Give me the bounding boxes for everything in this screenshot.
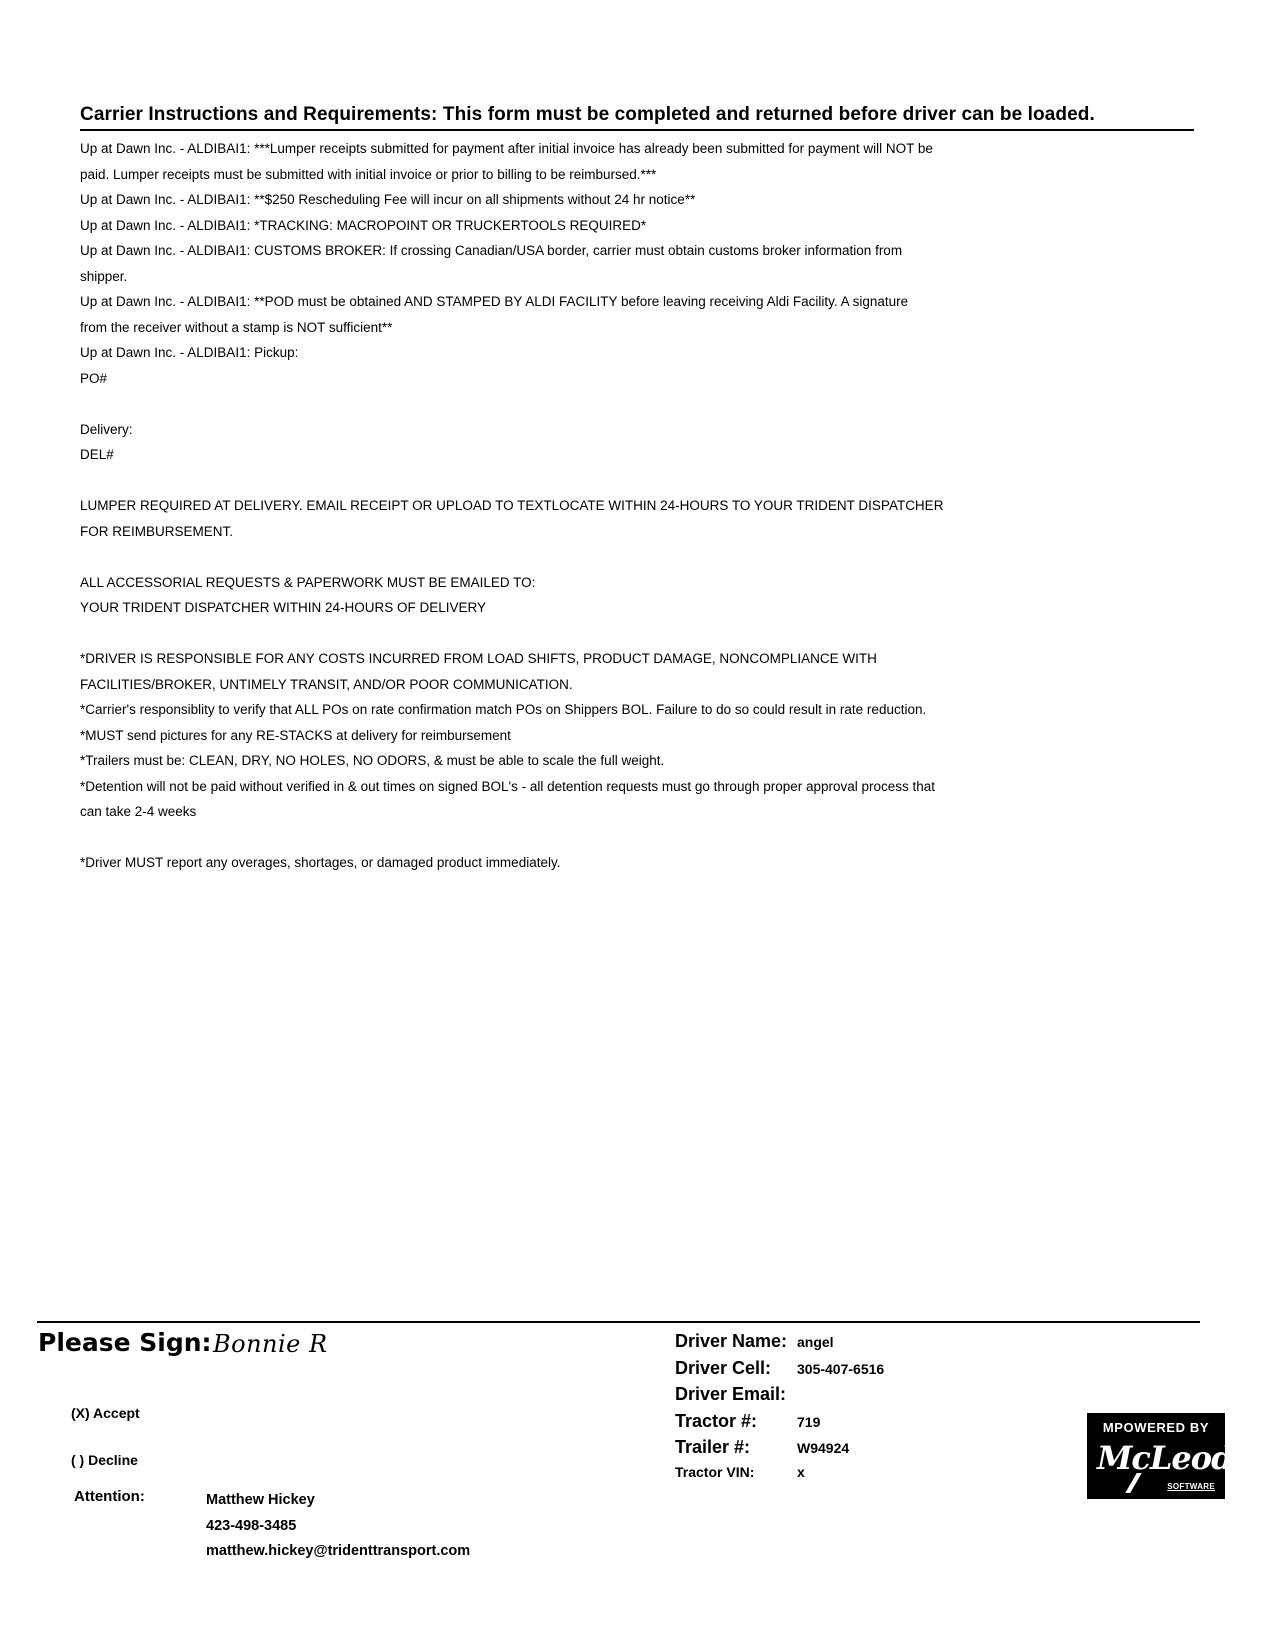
instruction-line: DEL# bbox=[80, 447, 114, 462]
instruction-line: paid. Lumper receipts must be submitted with initial invoice or prior to billing to be reimbursed.*** bbox=[80, 166, 657, 182]
instruction-line: shipper. bbox=[80, 268, 128, 284]
instruction-line bbox=[80, 468, 1200, 494]
logo-subtext: SOFTWARE bbox=[1167, 1482, 1215, 1491]
instruction-line: Up at Dawn Inc. - ALDIBAI1: CUSTOMS BROKER: If crossing Canadian/USA border, carrier must obtain customs broker information from bbox=[80, 243, 903, 258]
driver-cell-value: 305-407-6516 bbox=[797, 1360, 885, 1377]
title-underline bbox=[80, 129, 1194, 131]
instruction-line bbox=[80, 621, 1200, 647]
signature-divider bbox=[37, 1321, 1200, 1323]
instruction-line: YOUR TRIDENT DISPATCHER WITHIN 24-HOURS OF DELIVERY bbox=[80, 600, 487, 615]
tractor-row bbox=[675, 1411, 884, 1438]
driver-info bbox=[675, 1331, 884, 1490]
attention-label: Attention: bbox=[74, 1488, 145, 1505]
driver-email-row bbox=[675, 1384, 884, 1411]
instruction-line: *Carrier's responsiblity to verify that ALL POs on rate confirmation match POs on Shippers BOL. Failure to do so could result in rate reduction. bbox=[80, 702, 927, 717]
instruction-line: *Trailers must be: CLEAN, DRY, NO HOLES, NO ODORS, & must be able to scale the full weight. bbox=[80, 753, 665, 768]
instruction-line: Up at Dawn Inc. - ALDIBAI1: ***Lumper receipts submitted for payment after initial invoice has already been submitted for payment will NOT be bbox=[80, 141, 933, 156]
driver-name-row bbox=[675, 1331, 884, 1358]
instruction-line: FOR REIMBURSEMENT. bbox=[80, 523, 234, 539]
decline-option[interactable]: ( ) Decline bbox=[71, 1452, 138, 1468]
tractor-value: 719 bbox=[797, 1413, 821, 1430]
instructions-block bbox=[80, 136, 1200, 876]
instruction-line: ALL ACCESSORIAL REQUESTS & PAPERWORK MUST BE EMAILED TO: bbox=[80, 574, 536, 590]
signature-image: Bonnie R bbox=[213, 1330, 328, 1358]
trailer-label: Trailer #: bbox=[675, 1437, 751, 1457]
driver-cell-row bbox=[675, 1358, 884, 1385]
instruction-line: *MUST send pictures for any RE-STACKS at delivery for reimbursement bbox=[80, 727, 511, 743]
page-title: Carrier Instructions and Requirements: This form must be completed and returned before driver can be loaded. bbox=[80, 104, 1095, 125]
trailer-value: W94924 bbox=[797, 1440, 850, 1456]
instruction-line: Up at Dawn Inc. - ALDIBAI1: Pickup: bbox=[80, 345, 299, 360]
instruction-line: *DRIVER IS RESPONSIBLE FOR ANY COSTS INCURRED FROM LOAD SHIFTS, PRODUCT DAMAGE, NONCOMPLIANCE WITH bbox=[80, 651, 877, 666]
driver-name-label: Driver Name: bbox=[675, 1331, 788, 1351]
trailer-row bbox=[675, 1437, 884, 1464]
accept-option[interactable]: (X) Accept bbox=[71, 1405, 140, 1421]
please-sign-label: Please Sign: bbox=[38, 1328, 212, 1357]
logo-tagline: MPOWERED BY bbox=[1102, 1420, 1210, 1435]
tractor-vin-row bbox=[675, 1464, 884, 1491]
instruction-line: Up at Dawn Inc. - ALDIBAI1: **$250 Rescheduling Fee will incur on all shipments without 24 hr notice** bbox=[80, 192, 696, 207]
mcleod-logo bbox=[1087, 1413, 1233, 1499]
instruction-line: LUMPER REQUIRED AT DELIVERY. EMAIL RECEIPT OR UPLOAD TO TEXTLOCATE WITHIN 24-HOURS TO YOUR TRIDENT DISPATCHER bbox=[80, 498, 944, 513]
instruction-line bbox=[80, 544, 1200, 570]
instruction-line: PO# bbox=[80, 370, 108, 386]
instruction-line bbox=[80, 391, 1200, 417]
instruction-line: from the receiver without a stamp is NOT sufficient** bbox=[80, 319, 393, 335]
instruction-line: FACILITIES/BROKER, UNTIMELY TRANSIT, AND/OR POOR COMMUNICATION. bbox=[80, 676, 573, 692]
logo-wordmark: McLeod bbox=[1097, 1439, 1233, 1477]
instruction-line: Up at Dawn Inc. - ALDIBAI1: **POD must be obtained AND STAMPED BY ALDI FACILITY before leaving receiving Aldi Facility. A signature bbox=[80, 294, 909, 309]
attention-name: Matthew Hickey bbox=[206, 1492, 315, 1508]
attention-phone: 423-498-3485 bbox=[206, 1517, 297, 1534]
instruction-line: Up at Dawn Inc. - ALDIBAI1: *TRACKING: MACROPOINT OR TRUCKERTOOLS REQUIRED* bbox=[80, 217, 647, 233]
driver-cell-label: Driver Cell: bbox=[675, 1357, 772, 1378]
driver-email-label: Driver Email: bbox=[675, 1384, 787, 1404]
tractor-label: Tractor #: bbox=[675, 1410, 758, 1431]
instruction-line bbox=[80, 825, 1200, 851]
instruction-line: can take 2-4 weeks bbox=[80, 804, 197, 819]
instruction-line: *Driver MUST report any overages, shortages, or damaged product immediately. bbox=[80, 855, 561, 870]
driver-name-value: angel bbox=[797, 1334, 834, 1350]
instruction-line: *Detention will not be paid without verified in & out times on signed BOL's - all detention requests must go through proper approval process that bbox=[80, 778, 936, 794]
attention-contact bbox=[206, 1488, 470, 1565]
instruction-line: Delivery: bbox=[80, 421, 133, 437]
attention-email: matthew.hickey@tridenttransport.com bbox=[206, 1543, 471, 1559]
tractor-vin-label: Tractor VIN: bbox=[675, 1463, 755, 1480]
tractor-vin-value: x bbox=[797, 1463, 805, 1480]
